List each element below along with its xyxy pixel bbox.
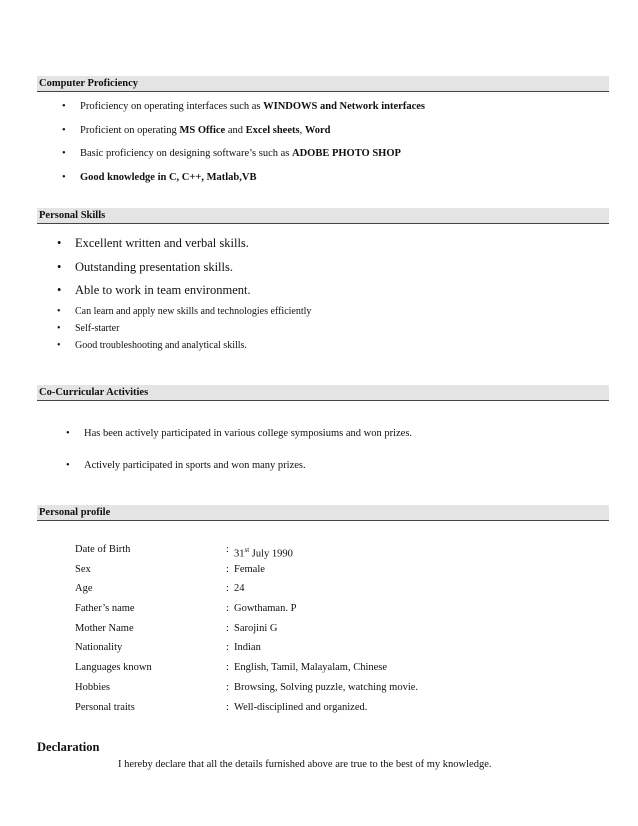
dob-day: 31: [234, 548, 245, 560]
list-item: [62, 147, 425, 171]
profile-label: Personal traits: [75, 701, 135, 713]
item-text: and: [225, 124, 246, 136]
list-item: • Excellent written and verbal skills.: [57, 235, 251, 259]
profile-value: Sarojini G: [234, 622, 278, 634]
profile-label: Mother Name: [75, 622, 134, 634]
list-item: • Able to work in team environment.: [57, 282, 251, 306]
profile-row: [75, 661, 555, 681]
profile-value: English, Tamil, Malayalam, Chinese: [234, 662, 388, 674]
item-bold-text: WINDOWS and Network interfaces: [263, 101, 425, 112]
personal-profile-table: [75, 543, 555, 720]
profile-row: [75, 701, 555, 721]
list-item: • Self-starter: [57, 322, 311, 339]
list-item: • Good troubleshooting and analytical skills.: [57, 339, 311, 356]
list-item: [62, 171, 425, 195]
computer-proficiency-list: [62, 100, 425, 194]
list-item: • Actively participated in sports and won many prizes.: [66, 459, 412, 491]
profile-row: [75, 681, 555, 701]
section-header-computer-proficiency: Computer Proficiency: [37, 76, 609, 92]
item-bold-text: ADOBE PHOTO SHOP: [292, 148, 401, 159]
profile-colon: :: [226, 563, 229, 575]
co-curricular-list: [66, 427, 412, 491]
profile-row: [75, 641, 555, 661]
item-bold-text: Good knowledge in C, C++, Matlab,VB: [80, 171, 257, 183]
profile-colon: :: [226, 662, 229, 674]
item-text: Proficiency on operating interfaces such as: [80, 101, 264, 112]
list-item: • Can learn and apply new skills and technologies efficiently: [57, 305, 311, 322]
profile-value: Browsing, Solving puzzle, watching movie.: [234, 681, 419, 693]
profile-row: [75, 582, 555, 602]
profile-row: [75, 602, 555, 622]
list-item: [62, 124, 425, 148]
profile-value: Female: [234, 563, 265, 575]
declaration-title: Declaration: [37, 740, 100, 754]
item-text: Proficient on operating: [80, 124, 180, 136]
profile-colon: :: [226, 583, 229, 595]
profile-label: Languages known: [75, 662, 152, 674]
personal-skills-list: [57, 235, 251, 306]
item-text: Basic proficiency on designing software’s such as: [80, 148, 292, 159]
profile-value: Gowthaman. P: [234, 603, 297, 615]
profile-row: [75, 622, 555, 642]
dob-suffix: st: [244, 546, 250, 554]
profile-colon: :: [226, 701, 229, 713]
profile-label: Father’s name: [75, 603, 135, 615]
item-bold-text: Word: [304, 124, 331, 136]
profile-value: Well-disciplined and organized.: [234, 701, 368, 713]
profile-label: Sex: [75, 563, 91, 575]
profile-colon: :: [226, 622, 229, 634]
item-bold-text: Excel sheets: [245, 124, 300, 136]
list-item: • Has been actively participated in various college symposiums and won prizes.: [66, 427, 412, 459]
item-bold-text: MS Office: [179, 124, 226, 136]
profile-label: Age: [75, 583, 93, 595]
profile-row: [75, 563, 555, 583]
section-header-personal-skills: Personal Skills: [37, 208, 609, 224]
profile-row-dob: [75, 543, 555, 563]
profile-value: [234, 543, 293, 562]
list-item: • Outstanding presentation skills.: [57, 259, 251, 283]
section-header-personal-profile: Personal profile: [37, 505, 609, 521]
profile-value: Indian: [234, 642, 261, 654]
profile-value: 24: [234, 583, 245, 595]
profile-colon: :: [226, 642, 229, 654]
profile-colon: :: [226, 544, 229, 555]
section-header-co-curricular: Co-Curricular Activities: [37, 385, 609, 401]
profile-colon: :: [226, 681, 229, 693]
list-item: [62, 100, 425, 124]
profile-label: Date of Birth: [75, 544, 131, 555]
profile-colon: :: [226, 603, 229, 615]
profile-label: Hobbies: [75, 681, 110, 693]
personal-skills-list-secondary: [57, 305, 311, 356]
item-text: ,: [299, 124, 305, 136]
declaration-text: I hereby declare that all the details furnished above are true to the best of my knowledge.: [118, 759, 492, 770]
profile-label: Nationality: [75, 642, 123, 654]
dob-rest: July 1990: [249, 548, 293, 560]
